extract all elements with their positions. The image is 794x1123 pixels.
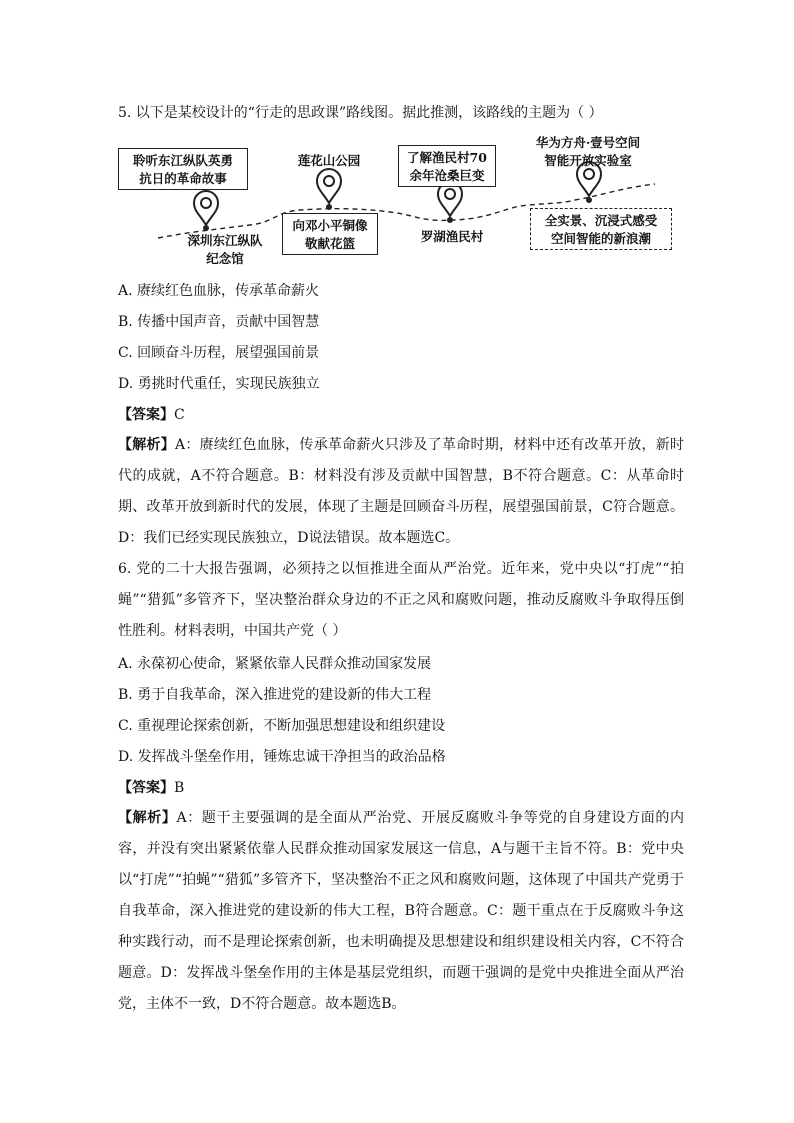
- q6-answer: [118, 778, 184, 798]
- q5-option-c: C. 回顾奋斗历程，展望强国前景: [118, 345, 320, 361]
- map-pin-icon: [194, 191, 218, 225]
- route-box-1: [118, 148, 248, 190]
- box-line: 聆听东江纵队英勇: [132, 153, 233, 168]
- answer-value: C: [174, 407, 185, 423]
- box-line: 全实景、沉浸式感受: [544, 213, 658, 228]
- q5-analysis: [118, 430, 684, 554]
- q6-option-d: D. 发挥战斗堡垒作用，锤炼忠诚干净担当的政治品格: [118, 749, 446, 765]
- q5-option-a: A. 赓续红色血脉，传承革命薪火: [118, 283, 320, 299]
- analysis-label: 【解析】: [118, 810, 177, 826]
- route-box-3: [398, 145, 496, 187]
- route-box-4: [530, 208, 672, 250]
- q5-option-d: D. 勇挑时代重任，实现民族独立: [118, 376, 320, 392]
- map-pin-icon: [438, 182, 462, 216]
- stop-dot: [326, 204, 332, 210]
- q6-option-c: C. 重视理论探索创新，不断加强思想建设和组织建设: [118, 718, 446, 734]
- route-box-2: [282, 213, 378, 255]
- box-line: 敬献花篮: [304, 236, 355, 251]
- box-line: 了解渔民村70: [407, 150, 487, 165]
- q6-option-a: A. 永葆初心使命，紧紧依靠人民群众推动国家发展: [118, 656, 432, 672]
- stop-dot: [203, 225, 209, 231]
- answer-label: 【答案】: [118, 407, 174, 423]
- label-line: 华为方舟·壹号空间: [535, 135, 641, 150]
- box-line: 抗日的革命故事: [139, 171, 227, 186]
- box-line: 余年沧桑巨变: [409, 168, 485, 183]
- analysis-label: 【解析】: [118, 437, 176, 453]
- q5-stem: 5. 以下是某校设计的“行走的思政课”路线图。据此推测，该路线的主题为（ ）: [118, 105, 603, 121]
- map-pin-icon: [317, 169, 341, 203]
- label-line: 深圳东江纵队: [187, 233, 263, 248]
- analysis-text: A：赓续红色血脉，传承革命薪火只涉及了革命时期，材料中还有改革开放，新时代的成就，A不符合题意。B：材料没有涉及贡献中国智慧，B不符合题意。C：从革命时期、改革开放到新时代的发展，体现了主题是回顾奋斗历程，展望强国前景，C符合题意。D：我们已经实现民族独立，D说法错误。故本题选C。: [118, 437, 685, 546]
- analysis-text: A：题干主要强调的是全面从严治党、开展反腐败斗争等党的自身建设方面的内容，并没有突出紧紧依靠人民群众推动国家发展这一信息，A与题干主旨不符。B：党中央以“打虎”“拍蝇”“猎狐”多管齐下，坚决整治不正之风和腐败问题，这体现了中国共产党勇于自我革命，深入推进党的建设新的伟大工程，B符合题意。C：题干重点在于反腐败斗争这种实践行动，而不是理论探索创新，也未明确提及思想建设和组织建设相关内容，C不符合题意。D：发挥战斗堡垒作用的主体是基层党组织，而题干强调的是党中央推进全面从严治党，主体不一致，D不符合题意。故本题选B。: [118, 810, 684, 1012]
- label-line: 纪念馆: [206, 251, 244, 266]
- stop-dot: [586, 197, 592, 203]
- q6-option-b: B. 勇于自我革命，深入推进党的建设新的伟大工程: [118, 687, 432, 703]
- answer-label: 【答案】: [118, 780, 174, 796]
- q5-option-b: B. 传播中国声音，贡献中国智慧: [118, 314, 320, 330]
- stop-2-label: 莲花山公园: [297, 153, 361, 168]
- answer-value: B: [174, 780, 185, 796]
- label-line: 智能开放实验室: [544, 153, 632, 168]
- box-line: 向邓小平铜像: [292, 218, 368, 233]
- box-line: 空间智能的新浪潮: [550, 231, 651, 246]
- stop-1-label: [180, 232, 270, 268]
- stop-4-label: [528, 134, 648, 170]
- q5-answer: [118, 405, 185, 425]
- stop-3-label: 罗湖渔民村: [420, 229, 484, 244]
- stop-dot: [447, 217, 453, 223]
- q6-analysis: [118, 803, 684, 1020]
- q6-stem: 6. 党的二十大报告强调，必须持之以恒推进全面从严治党。近年来，党中央以“打虎”“拍蝇”“猎狐”多管齐下，坚决整治群众身边的不正之风和腐败问题，推动反腐败斗争取得压倒性胜利。材料表明，中国共产党（ ）: [118, 561, 684, 639]
